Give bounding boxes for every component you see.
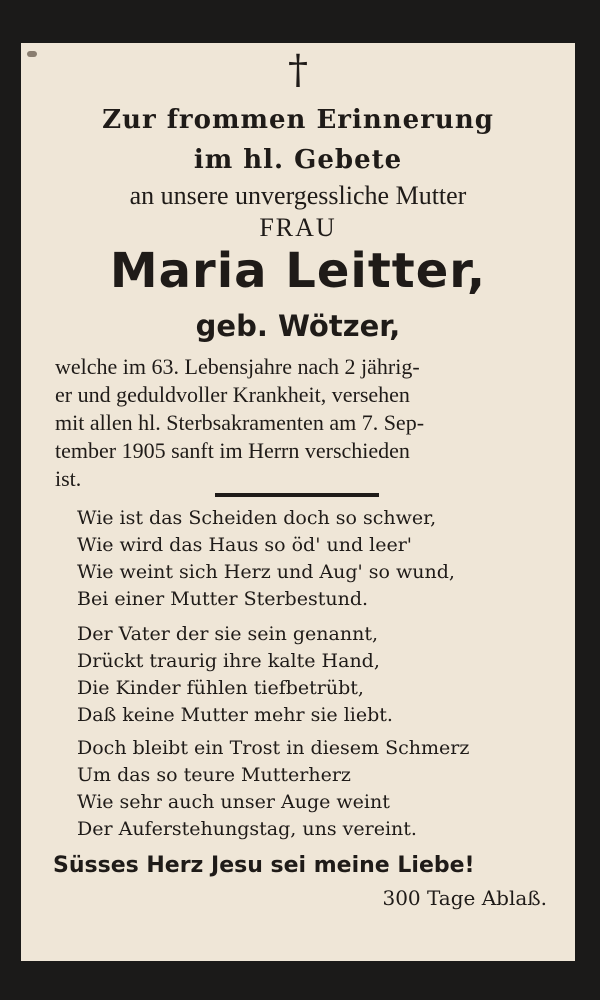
poem-line: Um das so teure Mutterherz [77, 764, 351, 786]
indulgence-note: 300 Tage Ablaß. [382, 886, 547, 910]
poem-line: Der Vater der sie sein genannt, [77, 623, 379, 645]
cross-icon: † [288, 47, 308, 93]
poem-line: Doch bleibt ein Trost in diesem Schmerz [77, 737, 470, 759]
deceased-name: Maria Leitter, [109, 243, 487, 299]
paragraph-line: ist. [55, 466, 82, 491]
poem-stanza-1 [77, 505, 455, 613]
poem-line: Der Auferstehungstag, uns vereint. [77, 818, 417, 840]
heading-line-3: an unsere unvergessliche Mutter [129, 181, 467, 210]
memorial-card [21, 43, 575, 961]
paragraph-line: er und geduldvoller Krankheit, versehen [55, 382, 410, 407]
poem-line: Wie sehr auch unser Auge weint [77, 791, 390, 813]
poem-line: Bei einer Mutter Sterbestund. [77, 588, 369, 610]
poem-line: Daß keine Mutter mehr sie liebt. [77, 704, 393, 726]
paragraph-line: welche im 63. Lebensjahre nach 2 jährig- [55, 354, 420, 379]
poem-stanza-3 [77, 735, 469, 843]
heading-line-1: Zur frommen Erinnerung [102, 105, 494, 135]
paragraph-line: tember 1905 sanft im Herrn verschieden [55, 438, 410, 463]
poem-line: Wie ist das Scheiden doch so schwer, [77, 507, 437, 529]
heading-line-2: im hl. Gebete [193, 145, 403, 175]
poem-line: Die Kinder fühlen tiefbetrübt, [77, 677, 364, 699]
death-notice-paragraph [55, 353, 543, 493]
closing-prayer: Süsses Herz Jesu sei meine Liebe! [53, 853, 475, 878]
poem-line: Wie wird das Haus so öd' und leer' [77, 534, 413, 556]
heading-line-4: FRAU [259, 213, 337, 242]
poem-line: Wie weint sich Herz und Aug' so wund, [77, 561, 455, 583]
divider-rule [215, 493, 379, 497]
paragraph-line: mit allen hl. Sterbsakramenten am 7. Sep- [55, 410, 425, 435]
birth-name: geb. Wötzer, [195, 309, 401, 343]
poem-line: Drückt traurig ihre kalte Hand, [77, 650, 380, 672]
poem-stanza-2 [77, 621, 393, 729]
